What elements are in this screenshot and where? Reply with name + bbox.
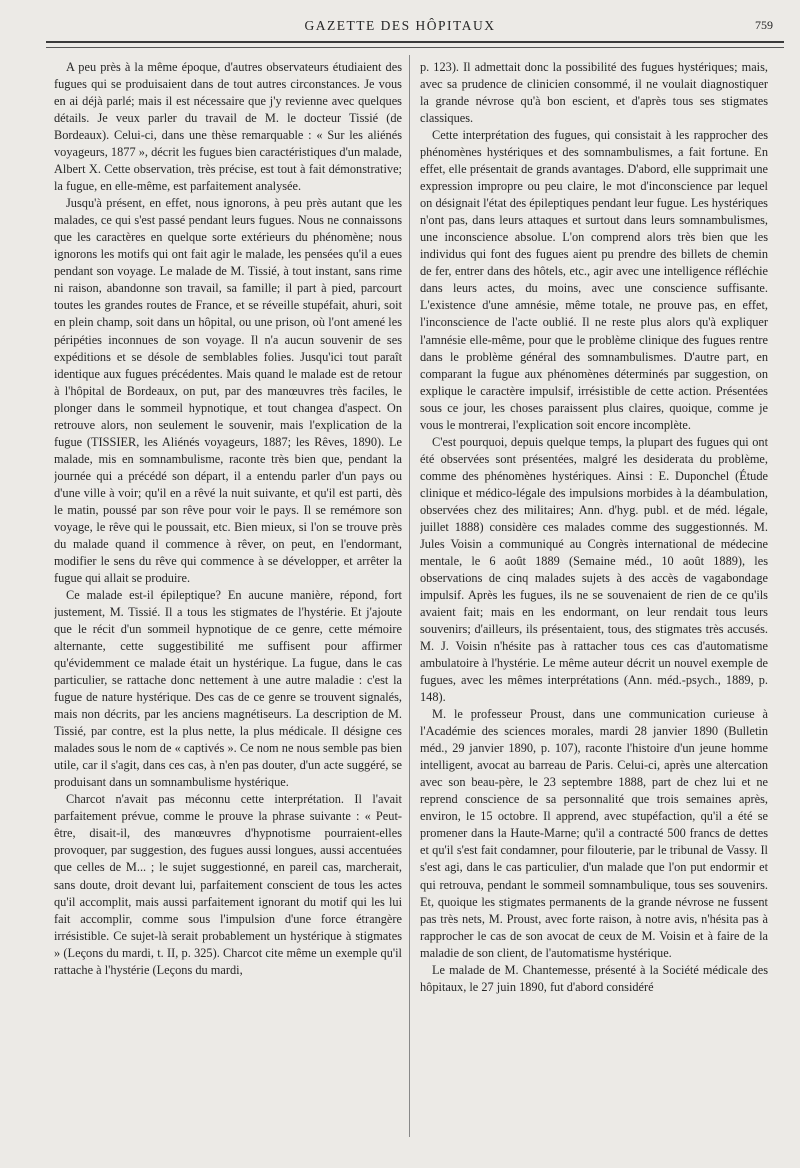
paragraph: Jusqu'à présent, en effet, nous ignorons, à peu près autant que les malades, ce qui s'est passé pendant leurs fugues. Nous ne connaissons que les caractères en quelque sorte extérieurs du phénomène; nous ignorons les motifs qui ont fait agir le malade, les pensées qu'il a eues pendant son voyage. Le malade de M. Tissié, à tout instant, sans rime ni raison, abandonne son travail, sa famille; il part à pied, parcourt toutes les grandes routes de France, et se réveille stupéfait, ahuri, soit en plein champ, soit dans un hôpital, ou une prison, où l'ont amené les péripéties inconnues de son voyage. Il n'a aucun souvenir de ses expéditions et se désole de semblables folies. Jusqu'ici tout paraît identique aux fugues précédentes. Mais quand le malade est de retour à l'hôpital de Bordeaux, on put, par des manœuvres très faciles, le plonger dans le sommeil hypnotique, et tout changea d'aspect. On retrouve alors, non seulement le souvenir, mais l'explication de la fugue (TISSIER, les Aliénés voyageurs, 1887; les Rêves, 1890). Le malade, mis en somnambulisme, raconte très bien que, pendant la journée qui a précédé son départ, il a entendu parler d'un pays ou d'une ville à voir; qu'il en a rêvé la nuit suivante, et qu'il est parti, dès le matin, poussé par son rêve pour voir le pays. Il se remémore son voyage, le rêve qui le poussait, etc. Bien mieux, si l'on se trouve près du malade quand il commence à rêver, on peut, en l'endormant, modifier le sens du rêve qui commence à se développer, et arrêter la fugue qui allait se produire. [54, 196, 402, 585]
left-column [54, 59, 402, 1139]
header-rule-thin [46, 47, 784, 48]
page-number: 759 [755, 18, 773, 32]
paragraph: M. le professeur Proust, dans une communication curieuse à l'Académie des sciences morales, mardi 28 janvier 1890 (Bulletin méd., 29 janvier 1890, p. 107), raconte l'histoire d'un jeune homme intelligent, avocat au barreau de Paris. Celui-ci, après une altercation avec son beau-père, le 23 septembre 1888, part de chez lui et ne reprend conscience de sa personnalité que trois semaines après, environ, le 15 octobre. Il apprend, avec stupéfaction, qu'il a été se promener dans la Haute-Marne; qu'il a contracté 500 francs de dettes et qu'il s'est fait condamner, pour filouterie, par le tribunal de Vassy. Il s'est agi, dans le cas particulier, d'un malade que l'on put endormir et qui retrouva, pendant le sommeil somnambulique, tous ses souvenirs. Et, quoique les stigmates permanents de la grande névrose ne fussent pas très nets, M. Proust, avec forte raison, à notre avis, n'hésita pas à rapprocher le cas de son avocat de ceux de M. Voisin et à faire de la maladie de son client, de l'automatisme hystérique. [420, 707, 768, 960]
running-title: GAZETTE DES HÔPITAUX [304, 18, 496, 33]
paragraph: Ce malade est-il épileptique? En aucune manière, répond, fort justement, M. Tissié. Il a tous les stigmates de l'hystérie. Et j'ajoute que le récit d'un sommeil hypnotique de ce genre, cette mémoire alternante, cette suggestibilité me suffisent pour affirmer qu'évidemment ce malade était un hystérique. La fugue, dans le cas particulier, se rattache donc nettement à une autre maladie : c'est la fugue de nature hystérique. Des cas de ce genre se trouvent signalés, mais non décrits, par les anciens magnétiseurs. La description de M. Tissié, par contre, est la plus nette, la plus médicale. Il désigne ces malades sous le nom de « captivés ». Ce nom ne nous semble pas bien utile, car il s'agit, dans ces cas, à n'en pas douter, d'un acte suggéré, se produisant dans un somnambulisme hystérique. [54, 587, 402, 790]
paragraph: Cette interprétation des fugues, qui consistait à les rapprocher des phénomènes hystériques et des somnambulismes, a fait fortune. En effet, elle présentait de grands avantages. D'abord, elle supprimait une expression impropre ou peu claire, le mot d'inconscience par lequel on désignait l'état des épileptiques pendant leur fugue. Les hystériques n'ont pas, dans leurs attaques et surtout dans leurs somnambulismes, une inconscience absolue. L'on comprend alors très bien que les individus qui font des fugues aient pu prendre des billets de chemin de fer, entrer dans des hôtels, etc., agir avec une intelligence réfléchie dans leurs actes, du moins, avec une conscience suffisante. L'existence d'une amnésie, même totale, ne prouve pas, en effet, l'inconscience de l'acte oublié. Il ne reste plus alors qu'à expliquer l'amnésie elle-même, pour que le problème clinique des fugues rentre dans le problème général des somnambulismes. D'autre part, en comparant la fugue aux phénomènes déterminés par suggestion, on explique le caractère impulsif, irrésistible de cette action. Présentées sous ce jour, les choses paraissent plus claires, quoique, comme je vous le montrerai, l'explication soit encore incomplète. [420, 128, 768, 432]
paragraph: Charcot n'avait pas méconnu cette interprétation. Il l'avait parfaitement prévue, comme le prouve la phrase suivante : « Peut-être, disait-il, des manœuvres d'hypnotisme pourraient-elles provoquer, par suggestion, des fugues aussi longues, aussi accentuées que celles de M... ; le sujet suggestionné, en pareil cas, marcherait, sans doute, droit devant lui, parfaitement conscient de tous les actes qu'il accomplit, mais aussi parfaitement ignorant du motif qui les lui fait accomplir, comme sous l'impulsion d'une force étrangère irrésistible. Ce sujet-là serait probablement un hystérique à stigmates » (Leçons du mardi, t. II, p. 325). Charcot cite même un exemple qu'il rattache à l'hystérie (Leçons du mardi, [54, 792, 402, 977]
right-column [420, 59, 768, 1139]
paragraph: C'est pourquoi, depuis quelque temps, la plupart des fugues qui ont été observées sont présentées, malgré les desiderata du problème, comme des phénomènes hystériques. Ainsi : E. Duponchel (Étude clinique et médico-légale des impulsions morbides à la déambulation, observées chez des militaires; Ann. d'hyg. publ. et de méd. légale, juillet 1888) considère ces malades comme des suggestionnés. M. Jules Voisin a communiqué au Congrès international de médecine mentale, le 6 août 1889 (Semaine méd., 10 août 1889), les observations de cinq malades sujets à des accès de vagabondage impulsif. Après les fugues, ils ne se souvenaient de rien de ce qu'ils avaient fait; mais en les endormant, on leur rendait tous leurs souvenirs; d'ailleurs, ils présentaient, tous, des stigmates très accusés. M. J. Voisin n'hésite pas à rattacher tous ces cas d'automatisme ambulatoire à l'hystérie. Le même auteur décrit un nouvel exemple de fugues, avec les mêmes interprétations (Ann. méd.-psych., 1889, p. 148). [420, 434, 768, 705]
paragraph: Le malade de M. Chantemesse, présenté à la Société médicale des hôpitaux, le 27 juin 1890, fut d'abord considéré [420, 962, 768, 994]
paragraph: p. 123). Il admettait donc la possibilité des fugues hystériques; mais, avec sa prudence de clinicien consommé, il ne voulait diagnostiquer la grande névrose qu'à bon escient, et d'après tous ses stigmates classiques. [420, 60, 768, 126]
column-divider [409, 55, 410, 1137]
paragraph: A peu près à la même époque, d'autres observateurs étudiaient des fugues qui se produisaient dans de tout autres circonstances. Je vous en ai déjà parlé; mais il est nécessaire que j'y revienne avec quelques détails. Je veux parler du travail de M. le docteur Tissié (de Bordeaux). Celui-ci, dans une thèse remarquable : « Sur les aliénés voyageurs, 1877 », décrit les fugues bien caractéristiques d'un malade, Albert X. Cette observation, très précise, est tout à fait démonstrative; la fugue, en elle-même, est parfaitement analysée. [54, 60, 402, 194]
header-rule [46, 41, 784, 43]
